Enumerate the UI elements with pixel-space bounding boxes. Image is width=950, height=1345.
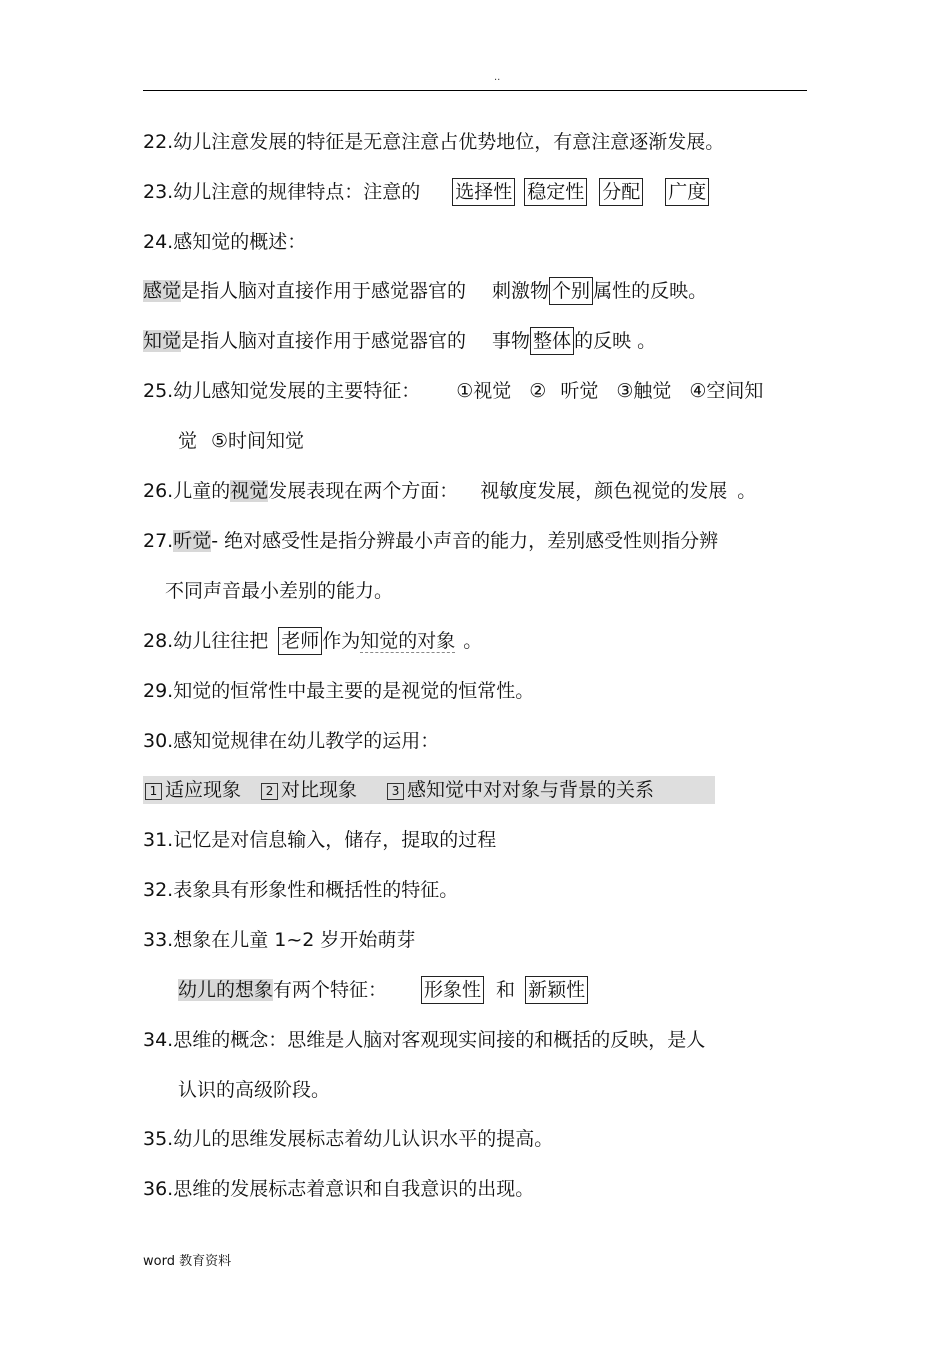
item-30-applications: [143, 776, 715, 804]
answer-box: 稳定性: [524, 178, 587, 206]
item-22: 22.幼儿注意发展的特征是无意注意占优势地位，有意注意逐渐发展。: [143, 131, 725, 153]
feature-item: 觉: [178, 430, 198, 452]
item-25-continued: [178, 427, 304, 455]
answer-box: 新颖性: [525, 976, 588, 1004]
item-23-text: 23.幼儿注意的规律特点：注意的: [143, 181, 421, 203]
item-31: 31.记忆是对信息输入，储存，提取的过程: [143, 829, 497, 851]
highlight-term: 知觉: [143, 330, 182, 352]
item-33: 33.想象在儿童 1~2 岁开始萌芽: [143, 929, 416, 951]
item-27-text: 27.: [143, 530, 174, 552]
highlight-term: 感觉: [143, 280, 182, 302]
feature-item: ⑤时间知觉: [211, 430, 305, 452]
item-33-text: 有两个特征：: [273, 979, 388, 1001]
item-28-text: 。: [463, 630, 483, 652]
item-26-text: 26.儿童的: [143, 480, 231, 502]
number-box: 3: [387, 783, 404, 800]
header-dots: ..: [494, 72, 501, 83]
definition-text: 的反映 。: [574, 330, 657, 352]
item-30: 30.感知觉规律在幼儿教学的运用：: [143, 730, 440, 752]
feature-item: 听觉: [560, 380, 599, 402]
feature-item: ②: [529, 380, 547, 402]
item-27-text: - 绝对感受性是指分辨最小声音的能力，差别感受性则指分辨: [211, 530, 719, 552]
item-28-text: 28.幼儿往往把: [143, 630, 269, 652]
item-36: 36.思维的发展标志着意识和自我意识的出现。: [143, 1178, 535, 1200]
item-25-text: 25.幼儿感知觉发展的主要特征：: [143, 380, 421, 402]
feature-item: ③触觉: [616, 380, 672, 402]
highlight-term: 视觉: [230, 480, 269, 502]
number-box: 2: [261, 783, 278, 800]
feature-item: ④空间知: [689, 380, 764, 402]
application-item: 感知觉中对对象与背景的关系: [407, 779, 655, 801]
feature-item: ①视觉: [456, 380, 512, 402]
item-33-text: 和: [496, 979, 516, 1001]
application-item: 对比现象: [281, 779, 358, 801]
item-32: 32.表象具有形象性和概括性的特征。: [143, 879, 459, 901]
item-34: 34.思维的概念：思维是人脑对客观现实间接的和概括的反映，是人: [143, 1029, 706, 1051]
answer-box: 整体: [530, 327, 574, 355]
answer-box: 分配: [599, 178, 643, 206]
highlight-term: 幼儿的想象: [178, 979, 274, 1001]
item-24-perception: [143, 327, 656, 355]
definition-text: 是指人脑对直接作用于感觉器官的: [181, 280, 467, 302]
item-26-text: 发展表现在两个方面：: [268, 480, 459, 502]
item-23: [143, 178, 709, 206]
header-rule: [143, 90, 807, 91]
answer-box: 广度: [665, 178, 709, 206]
item-27-continued: 不同声音最小差别的能力。: [165, 580, 394, 602]
answer-box: 选择性: [452, 178, 515, 206]
item-28: [143, 627, 482, 655]
item-26-text: 视敏度发展，颜色视觉的发展: [480, 480, 728, 502]
answer-box: 形象性: [421, 976, 484, 1004]
highlight-term: 听觉: [173, 530, 212, 552]
application-band: [143, 776, 715, 804]
item-25: [143, 377, 763, 405]
number-box: 1: [145, 783, 162, 800]
item-26-text: 。: [737, 480, 757, 502]
item-33-features: [178, 976, 588, 1004]
item-28-text: 知觉的对象: [360, 630, 456, 652]
item-29: 29.知觉的恒常性中最主要的是视觉的恒常性。: [143, 680, 535, 702]
item-27: [143, 527, 718, 555]
application-item: 适应现象: [165, 779, 242, 801]
item-34-continued: 认识的高级阶段。: [178, 1079, 331, 1101]
definition-text: 刺激物: [492, 280, 550, 302]
definition-text: 属性的反映。: [593, 280, 708, 302]
item-28-text: 作为: [322, 630, 361, 652]
item-26: [143, 477, 756, 505]
answer-box: 个别: [549, 277, 593, 305]
item-35: 35.幼儿的思维发展标志着幼儿认识水平的提高。: [143, 1128, 554, 1150]
definition-text: 事物: [492, 330, 531, 352]
footer-label: word 教育资料: [143, 1254, 232, 1269]
item-24-sensation: [143, 277, 707, 305]
item-24: 24.感知觉的概述：: [143, 231, 307, 253]
definition-text: 是指人脑对直接作用于感觉器官的: [181, 330, 467, 352]
answer-box: 老师: [278, 627, 322, 655]
